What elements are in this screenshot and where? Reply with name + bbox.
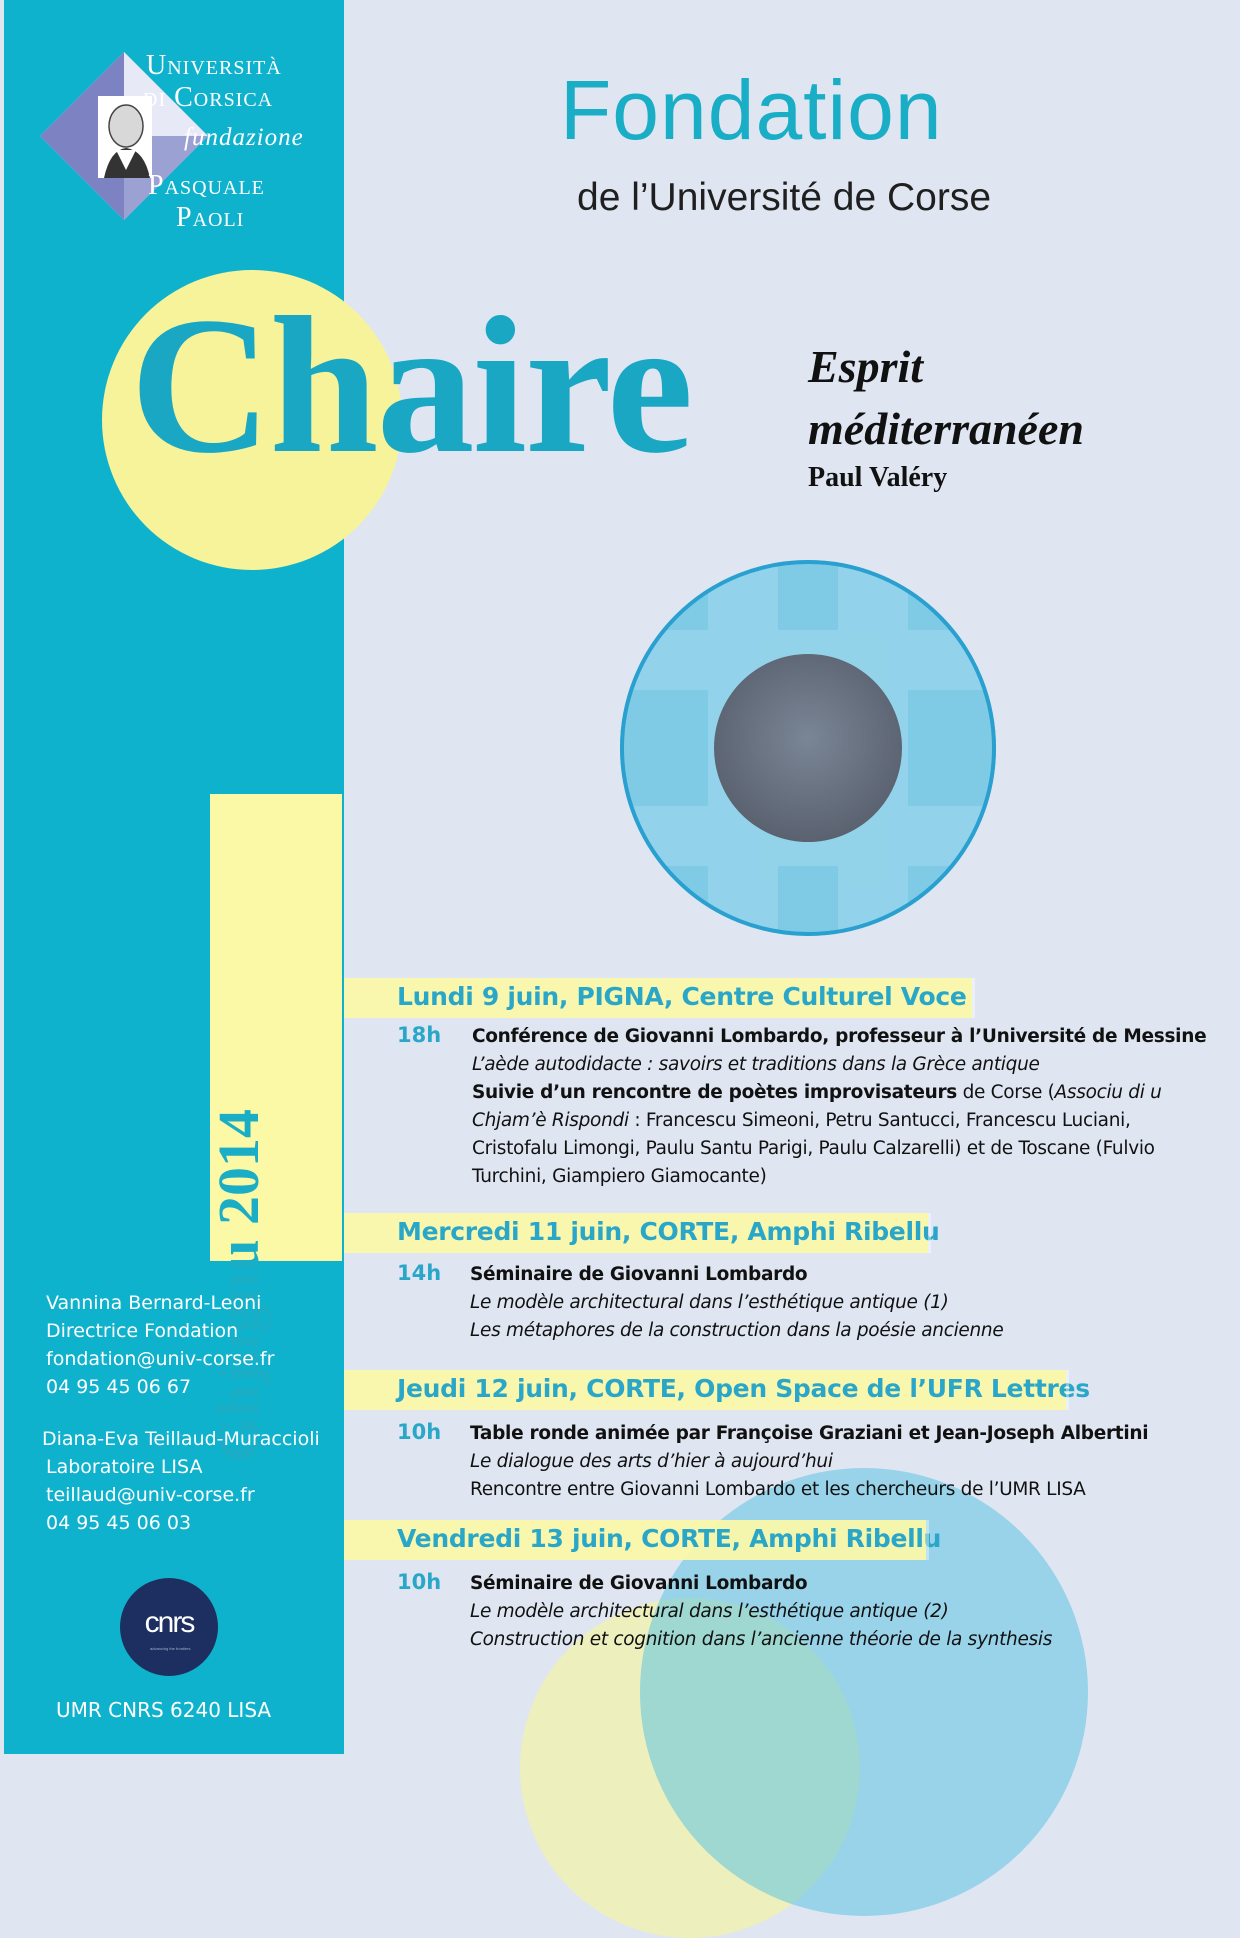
event-line: Le modèle architectural dans l’esthétique antique (2) xyxy=(470,1601,949,1622)
contact-name: Vannina Bernard-Leoni xyxy=(46,1292,262,1314)
event-heading-band xyxy=(344,1213,940,1253)
event-line: Construction et cognition dans l’ancienne théorie de la synthesis xyxy=(470,1629,1053,1650)
contact-role: Directrice Fondation xyxy=(46,1320,239,1342)
event-line: Les métaphores de la construction dans la poésie ancienne xyxy=(470,1320,1004,1341)
event-heading: Lundi 9 juin, PIGNA, Centre Culturel Voce xyxy=(397,982,967,1011)
event-line-bold: Suivie d’un rencontre de poètes improvisateurs xyxy=(472,1082,957,1103)
target-circle-icon xyxy=(620,560,996,936)
cnrs-logo-icon xyxy=(120,1578,218,1676)
logo-universita: Università xyxy=(146,50,282,81)
event-line: Turchini, Giampiero Giamocante) xyxy=(472,1166,767,1187)
event-line xyxy=(472,1110,1131,1131)
contact-email[interactable]: fondation@univ-corse.fr xyxy=(46,1348,275,1370)
logo-paoli: Paoli xyxy=(176,202,245,233)
event-heading: Jeudi 12 juin, CORTE, Open Space de l’UFR Lettres xyxy=(397,1374,1090,1403)
month-label: Ghjugnu 2014 xyxy=(206,1109,271,1462)
event-line-italic: Chjam’è Rispondi xyxy=(472,1110,629,1131)
event-line: Séminaire de Giovanni Lombardo xyxy=(470,1264,808,1285)
chair-title: Chaire xyxy=(130,277,692,494)
event-line-italic: Associu di u xyxy=(1054,1082,1162,1103)
event-time: 14h xyxy=(397,1261,442,1285)
event-time: 10h xyxy=(397,1420,442,1444)
event-heading-band xyxy=(344,978,972,1018)
event-line: Rencontre entre Giovanni Lombardo et les chercheurs de l’UMR LISA xyxy=(470,1479,1086,1500)
chair-person-name: Paul Valéry xyxy=(808,462,948,493)
footer-lab: UMR CNRS 6240 LISA xyxy=(56,1698,272,1722)
cnrs-tagline: advancing the frontiers xyxy=(150,1646,191,1651)
event-line: Séminaire de Giovanni Lombardo xyxy=(470,1573,808,1594)
logo-fundazione: fundazione xyxy=(184,124,304,151)
event-heading: Mercredi 11 juin, CORTE, Amphi Ribellu xyxy=(397,1217,940,1246)
contact-email[interactable]: teillaud@univ-corse.fr xyxy=(46,1484,255,1506)
logo-di-corsica: di Corsica xyxy=(143,82,274,113)
event-heading: Vendredi 13 juin, CORTE, Amphi Ribellu xyxy=(397,1524,942,1553)
event-line: Le modèle architectural dans l’esthétique antique (1) xyxy=(470,1292,949,1313)
event-line: Le dialogue des arts d’hier à aujourd’hui xyxy=(470,1451,833,1472)
event-time: 18h xyxy=(397,1023,442,1047)
event-line: Cristofalu Limongi, Paulu Santu Parigi, Paulu Calzarelli) et de Toscane (Fulvio xyxy=(472,1138,1155,1159)
contact-role: Laboratoire LISA xyxy=(46,1456,203,1478)
contact-name: Diana-Eva Teillaud-Muraccioli xyxy=(42,1428,320,1450)
contact-phone: 04 95 45 06 67 xyxy=(46,1376,192,1398)
logo-pasquale: Pasquale xyxy=(148,170,265,201)
event-line-plain: : Francescu Simeoni, Petru Santucci, Francescu Luciani, xyxy=(628,1110,1131,1131)
event-line xyxy=(472,1082,1162,1103)
chair-subtitle-mediterraneen: méditerranéen xyxy=(808,403,1084,454)
event-line-plain: de Corse ( xyxy=(956,1082,1055,1103)
chair-subtitle-esprit: Esprit xyxy=(808,341,924,392)
event-line: Conférence de Giovanni Lombardo, professeur à l’Université de Messine xyxy=(472,1026,1207,1047)
event-heading-band xyxy=(344,1520,942,1560)
event-line: L’aède autodidacte : savoirs et traditions dans la Grèce antique xyxy=(472,1054,1040,1075)
event-heading-band xyxy=(344,1370,1090,1410)
contact-phone: 04 95 45 06 03 xyxy=(46,1512,192,1534)
event-line: Table ronde animée par Françoise Graziani et Jean-Joseph Albertini xyxy=(470,1423,1149,1444)
event-time: 10h xyxy=(397,1570,442,1594)
page-title: Fondation xyxy=(560,63,943,157)
page-subtitle: de l’Université de Corse xyxy=(577,176,992,219)
cnrs-logo-text: cnrs xyxy=(144,1606,194,1639)
